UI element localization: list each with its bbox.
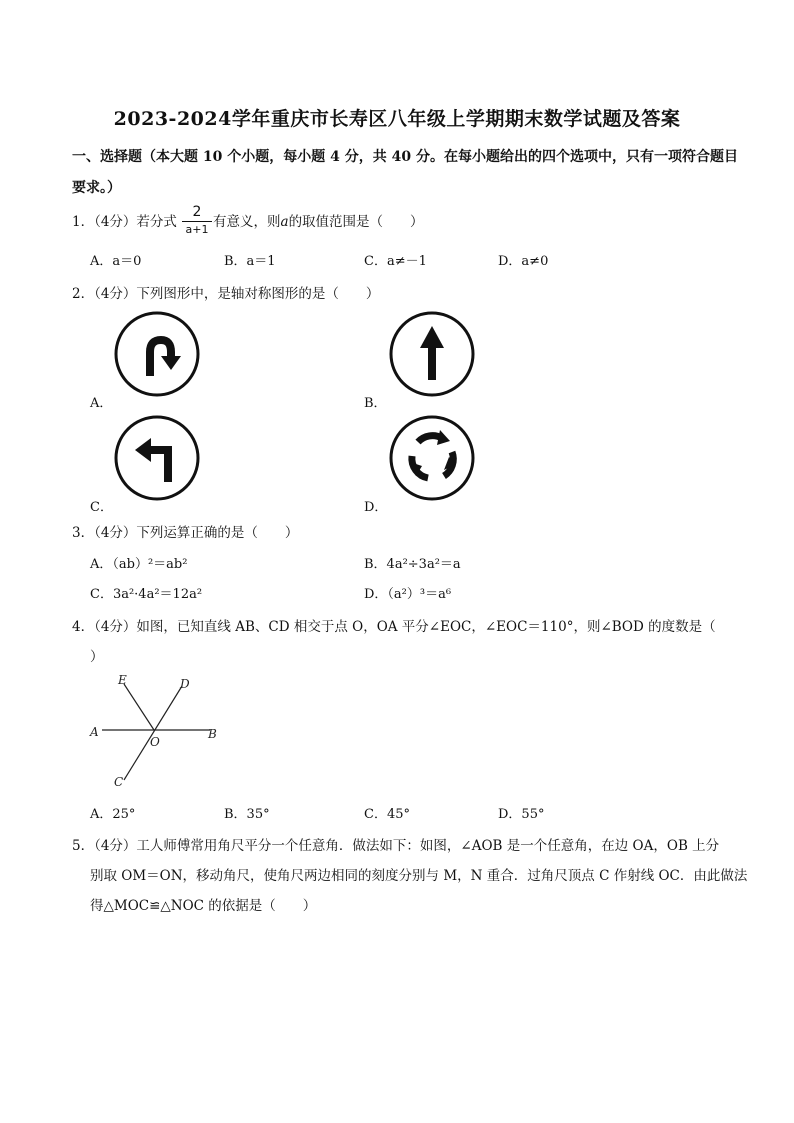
question-4-option-c: C．45° (364, 807, 410, 822)
question-5-stem-line2: 别取 OM＝ON，移动角尺，使角尺两边相同的刻度分别与 M，N 重合．过角尺顶点 C 作射线 OC．由此做法 (90, 868, 748, 884)
u-turn-sign-icon (113, 310, 201, 398)
question-1-variable: a (280, 214, 289, 230)
label-d: D (180, 677, 190, 691)
label-a: A (90, 725, 99, 739)
question-1-stem (72, 210, 177, 230)
question-1-fraction (182, 204, 212, 236)
section-heading-line2: 要求。） (72, 180, 121, 196)
question-3-option-b: B．4a²÷3a²＝a (364, 557, 461, 572)
line-cd (124, 686, 182, 780)
question-4-figure (84, 668, 224, 792)
question-1-option-d: D．a≠0 (498, 254, 549, 269)
question-4-stem-line1: 4．（4分）如图，已知直线 AB、CD 相交于点 O，OA 平分∠EOC，∠EOC＝110°，则∠BOD 的度数是（ (72, 619, 716, 635)
question-4-stem-line2: ） (90, 649, 104, 665)
question-1-stem-rest (213, 210, 424, 230)
ray-oe (124, 684, 154, 730)
page-title: 2023-2024学年重庆市长寿区八年级上学期期末数学试题及答案 (113, 108, 681, 130)
label-b: B (208, 727, 217, 741)
label-c: C (114, 775, 124, 789)
question-1-text: 有意义，则 (213, 214, 281, 230)
question-4-option-b: B．35° (224, 807, 270, 822)
question-1-option-a: A．a＝0 (90, 254, 142, 269)
question-1-text-end: 的取值范围是（ ） (288, 214, 424, 230)
straight-ahead-sign-icon (388, 310, 476, 398)
question-1-option-c: C．a≠－1 (364, 254, 427, 269)
question-1-number: 1．（4分）若分式 (72, 214, 177, 230)
turn-left-sign-icon (113, 414, 201, 502)
question-3-option-d: D．（a²）³＝a⁶ (364, 587, 452, 602)
question-3-option-c: C．3a²·4a²＝12a² (90, 587, 203, 602)
question-5-stem-line1: 5．（4分）工人师傅常用角尺平分一个任意角．做法如下：如图，∠AOB 是一个任意角，在边 OA，OB 上分 (72, 838, 720, 854)
question-5-stem-line3: 得△MOC≌△NOC 的依据是（ ） (90, 898, 317, 914)
fraction-denominator: a+1 (185, 223, 209, 236)
question-4-option-d: D．55° (498, 807, 545, 822)
question-1-option-b: B．a＝1 (224, 254, 276, 269)
section-heading-line1: 一、选择题（本大题 10 个小题，每小题 4 分，共 40 分。在每小题给出的四个选项中，只有一项符合题目 (72, 149, 738, 165)
label-e: E (118, 673, 127, 687)
question-2-label-d: D． (364, 500, 388, 515)
question-2-stem: 2．（4分）下列图形中，是轴对称图形的是（ ） (72, 286, 380, 302)
question-2-label-a: A． (90, 396, 113, 411)
question-3-option-a: A．（ab）²＝ab² (90, 557, 188, 572)
fraction-numerator: 2 (192, 204, 202, 220)
question-3-stem: 3．（4分）下列运算正确的是（ ） (72, 525, 299, 541)
question-2-label-c: C． (90, 500, 113, 515)
label-o: O (150, 735, 160, 749)
question-2-label-b: B． (364, 396, 387, 411)
roundabout-sign-icon (388, 414, 476, 502)
question-4-option-a: A．25° (90, 807, 136, 822)
